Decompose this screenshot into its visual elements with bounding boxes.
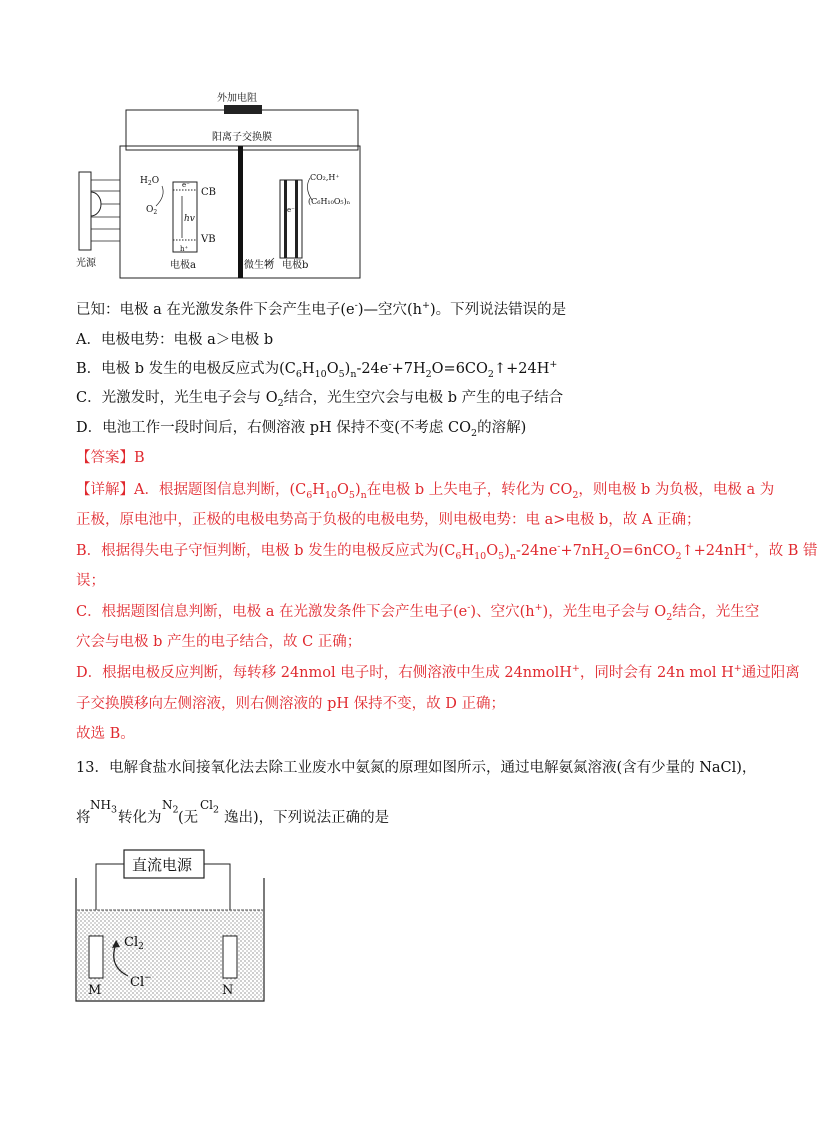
question-13-zhuanhua: 转化为 [118,810,162,826]
detail-b-line-2: 误； [76,573,105,589]
electrolysis-cell-diagram [72,848,282,1008]
electron-label-a: e⁻ [182,181,190,189]
hole-label-a: h⁺ [180,245,189,253]
detail-d-line-1: D．根据电极反应判断，每转移 24nmol 电子时，右侧溶液中生成 24nmolH+，同时会有 24n mol H+通过阳离 [76,663,800,681]
conclusion: 故选 B。 [76,726,135,742]
electrode-b [280,180,302,258]
question-13-tail: 逸出)，下列说法正确的是 [224,810,390,826]
option-b: B．电极 b 发生的电极反应式为$(C_6H_{10}O_5)_n-24e^-+7H_2O=6CO_2↑+24H^+$ [76,359,558,380]
question-13-wu: (无 [178,810,199,826]
option-d: D．电池工作一段时间后，右侧溶液 pH 保持不变(不考虑 $CO_2$的溶解) [76,420,527,439]
hv-label: hv [184,214,195,224]
h2o-label: $H_2O$ [140,176,160,187]
known-condition: 已知：电极 a 在光激发条件下会产生电子(e-)—空穴(h+)。下列说法错误的是 [76,300,567,318]
microbe-label: 微生物 [244,260,274,271]
detail-line-2: 正极，原电池中，正极的电极电势高于负极的电极电势，则电极电势：电 a>电极 b，故 A 正确； [76,512,701,528]
resistor [224,105,262,114]
detail-line-1: 【详解】A．根据题图信息判断，$(C_6H_{10}O_5)_n$在电极 b 上失电子，转化为 $CO_2$，则电极 b 为负极，电极 a 为 [76,482,775,501]
o2-label: $O_2$ [146,205,158,216]
cl2-label: $Cl_2$ [124,935,144,952]
detail-c-line-2: 穴会与电极 b 产生的电子结合，故 C 正确； [76,634,362,650]
option-a: A．电极电势：电极 a＞电极 b [76,332,274,348]
electrode-n [223,936,237,978]
light-source [79,172,91,250]
detail-b-line-1: B．根据得失电子守恒判断，电极 b 发生的电极反应式为$(C_6H_{10}O_5)_n-24ne^-+7nH_2O=6nCO_2↑+24nH^+$，故 B 错 [76,541,818,562]
cation-exchange-membrane [238,146,243,278]
electron-label-b: e⁻ [287,206,295,214]
n-label: N [222,983,234,998]
question-13-line-1: 13．电解食盐水间接氧化法去除工业废水中氨氮的原理如图所示，通过电解氨氮溶液(含有少量的 NaCl)， [76,760,757,776]
option-c: C．光激发时，光生电子会与 $O_2$结合，光生空穴会与电极 b 产生的电子结合 [76,390,564,409]
detail-d-line-2: 子交换膜移向左侧溶液，则右侧溶液的 pH 保持不变，故 D 正确； [76,696,505,712]
m-label: M [88,983,102,998]
electrode-b-label: 电极b [282,260,309,271]
dc-power-label: 直流电源 [132,856,193,874]
cl-minus-label: Cl− [130,973,152,990]
co2-h-label: CO₂,H⁺ [310,173,340,182]
formula-cl2: $Cl_2$ [200,798,220,816]
question-13-line-2: 将 [76,810,91,826]
resistor-label: 外加电阻 [217,93,257,104]
polymer-label: (C₆H₁₀O₅)ₙ [308,197,351,206]
electrode-a-label: 电极a [170,260,196,271]
cb-label: CB [201,187,216,198]
light-source-label: 光源 [76,258,96,269]
membrane-label: 阳离子交换膜 [212,132,272,143]
photo-electrode-cell-diagram [76,88,376,284]
detail-c-line-1: C．根据题图信息判断，电极 a 在光激发条件下会产生电子(e-)、空穴(h+)，光生电子会与 $O_2$结合，光生空 [76,602,760,623]
electrode-m [89,936,103,978]
vb-label: VB [201,234,216,245]
answer: 【答案】B [76,450,145,466]
formula-nh3: $NH_3$ [90,798,118,816]
formula-n2: $N_2$ [162,798,179,816]
